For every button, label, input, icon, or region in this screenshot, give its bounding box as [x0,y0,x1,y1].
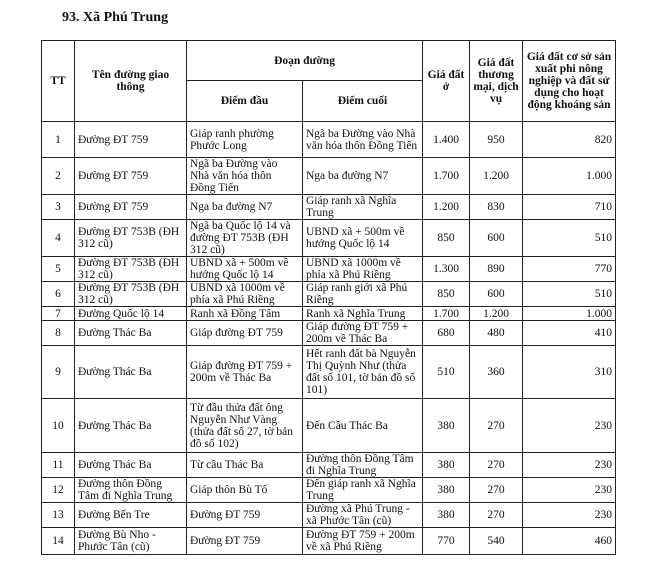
cell-start-point: Giáp đường ĐT 759 [187,321,303,346]
cell-road-name: Đường ĐT 753B (ĐH 312 cũ) [75,220,187,257]
cell-commercial-price: 1.200 [470,158,523,195]
cell-production-price: 510 [523,220,616,257]
cell-end-point: Đường xã Phú Trung - xã Phước Tân (cũ) [303,503,423,528]
cell-tt: 11 [42,453,75,478]
cell-commercial-price: 600 [470,282,523,307]
cell-start-point: Nga ba đường N7 [187,195,303,220]
cell-tt: 5 [42,257,75,282]
cell-end-point: Giáp ranh giới xã Phú Riềng [303,282,423,307]
table-row [42,478,616,503]
cell-commercial-price: 270 [470,478,523,503]
cell-residential-price: 850 [423,220,470,257]
cell-commercial-price: 890 [470,257,523,282]
table-body [42,122,616,555]
cell-production-price: 510 [523,282,616,307]
table-row [42,399,616,453]
cell-tt: 1 [42,122,75,158]
cell-start-point: Giáp ranh phường Phước Long [187,122,303,158]
cell-residential-price: 1.200 [423,195,470,220]
cell-production-price: 410 [523,321,616,346]
cell-tt: 8 [42,321,75,346]
cell-commercial-price: 270 [470,453,523,478]
cell-commercial-price: 600 [470,220,523,257]
cell-residential-price: 380 [423,453,470,478]
cell-commercial-price: 830 [470,195,523,220]
cell-end-point: Đường ĐT 759 + 200m về xã Phú Riềng [303,528,423,555]
cell-end-point: UBND xã + 500m về hướng Quốc lộ 14 [303,220,423,257]
table-row [42,158,616,195]
cell-residential-price: 380 [423,478,470,503]
cell-start-point: Đường ĐT 759 [187,503,303,528]
header-production-price: Giá đất cơ sở sản xuất phi nông nghiệp và đất sử dụng cho hoạt động khoáng sản [523,41,616,122]
header-tt: TT [42,41,75,122]
cell-start-point: Ranh xã Đồng Tâm [187,307,303,321]
cell-residential-price: 1.400 [423,122,470,158]
cell-road-name: Đường Bến Tre [75,503,187,528]
table-row [42,321,616,346]
cell-road-name: Đường Thác Ba [75,346,187,399]
cell-start-point: Ngã ba Quốc lộ 14 và đường ĐT 753B (ĐH 312 cũ) [187,220,303,257]
cell-road-name: Đường ĐT 759 [75,122,187,158]
cell-commercial-price: 540 [470,528,523,555]
cell-tt: 12 [42,478,75,503]
cell-end-point: Giáp đường ĐT 759 + 200m về Thác Ba [303,321,423,346]
table-row [42,528,616,555]
cell-residential-price: 380 [423,399,470,453]
cell-road-name: Đường Thác Ba [75,399,187,453]
table-row [42,307,616,321]
cell-road-name: Đường ĐT 753B (ĐH 312 cũ) [75,257,187,282]
header-segment: Đoạn đường [187,41,423,81]
cell-end-point: Nga ba đường N7 [303,158,423,195]
cell-start-point: Từ cầu Thác Ba [187,453,303,478]
table-row [42,195,616,220]
cell-production-price: 460 [523,528,616,555]
cell-residential-price: 770 [423,528,470,555]
cell-end-point: Đường thôn Đồng Tâm đi Nghĩa Trung [303,453,423,478]
cell-road-name: Đường Thác Ba [75,321,187,346]
table-row [42,220,616,257]
cell-start-point: Ngã ba Đường vào Nhà văn hóa thôn Đồng Tiến [187,158,303,195]
cell-tt: 3 [42,195,75,220]
cell-commercial-price: 480 [470,321,523,346]
cell-residential-price: 1.300 [423,257,470,282]
cell-end-point: Giáp ranh xã Nghĩa Trung [303,195,423,220]
cell-commercial-price: 270 [470,503,523,528]
cell-tt: 6 [42,282,75,307]
cell-production-price: 310 [523,346,616,399]
cell-start-point: Đường ĐT 759 [187,528,303,555]
cell-tt: 4 [42,220,75,257]
table-row [42,503,616,528]
table-row [42,453,616,478]
cell-start-point: UBND xã + 500m về hướng Quốc lộ 14 [187,257,303,282]
cell-end-point: Ranh xã Nghĩa Trung [303,307,423,321]
cell-commercial-price: 950 [470,122,523,158]
cell-production-price: 1.000 [523,158,616,195]
cell-end-point: Đến giáp ranh xã Nghĩa Trung [303,478,423,503]
table-header [42,41,616,122]
cell-road-name: Đường Bù Nho - Phước Tân (cũ) [75,528,187,555]
cell-road-name: Đường Quốc lộ 14 [75,307,187,321]
cell-tt: 14 [42,528,75,555]
cell-end-point: Ngã ba Đường vào Nhà văn hóa thôn Đồng Tiến [303,122,423,158]
land-price-table [41,40,616,555]
table-row [42,257,616,282]
cell-commercial-price: 360 [470,346,523,399]
cell-production-price: 230 [523,478,616,503]
cell-production-price: 230 [523,399,616,453]
cell-road-name: Đường Thác Ba [75,453,187,478]
cell-road-name: Đường ĐT 759 [75,158,187,195]
cell-start-point: Giáp đường ĐT 759 + 200m về Thác Ba [187,346,303,399]
cell-residential-price: 1.700 [423,158,470,195]
cell-end-point: Hết ranh đất bà Nguyễn Thị Quỳnh Như (thửa đất số 101, tờ bản đồ số 101) [303,346,423,399]
cell-end-point: UBND xã 1000m về phía xã Phú Riềng [303,257,423,282]
cell-tt: 7 [42,307,75,321]
cell-road-name: Đường ĐT 753B (ĐH 312 cũ) [75,282,187,307]
cell-commercial-price: 1.200 [470,307,523,321]
cell-production-price: 710 [523,195,616,220]
header-road-name: Tên đường giao thông [75,41,187,122]
cell-residential-price: 510 [423,346,470,399]
cell-production-price: 770 [523,257,616,282]
header-commercial-price: Giá đất thương mại, dịch vụ [470,41,523,122]
cell-residential-price: 850 [423,282,470,307]
cell-commercial-price: 270 [470,399,523,453]
cell-start-point: Từ đầu thửa đất ông Nguyễn Như Vàng (thửa đất số 27, tờ bản đồ số 102) [187,399,303,453]
cell-road-name: Đường ĐT 759 [75,195,187,220]
cell-residential-price: 1.700 [423,307,470,321]
header-start-point: Điểm đầu [187,81,303,122]
table-row [42,122,616,158]
section-title: 93. Xã Phú Trung [62,10,169,25]
cell-end-point: Đến Cầu Thác Ba [303,399,423,453]
cell-tt: 10 [42,399,75,453]
cell-production-price: 1.000 [523,307,616,321]
cell-start-point: UBND xã 1000m về phía xã Phú Riềng [187,282,303,307]
cell-tt: 9 [42,346,75,399]
cell-road-name: Đường thôn Đồng Tâm đi Nghĩa Trung [75,478,187,503]
table-row [42,282,616,307]
cell-production-price: 230 [523,453,616,478]
cell-tt: 13 [42,503,75,528]
cell-start-point: Giáp thôn Bù Tố [187,478,303,503]
header-end-point: Điểm cuối [303,81,423,122]
cell-production-price: 230 [523,503,616,528]
cell-residential-price: 680 [423,321,470,346]
cell-residential-price: 380 [423,503,470,528]
cell-production-price: 820 [523,122,616,158]
cell-tt: 2 [42,158,75,195]
header-residential-price: Giá đất ở [423,41,470,122]
table-row [42,346,616,399]
